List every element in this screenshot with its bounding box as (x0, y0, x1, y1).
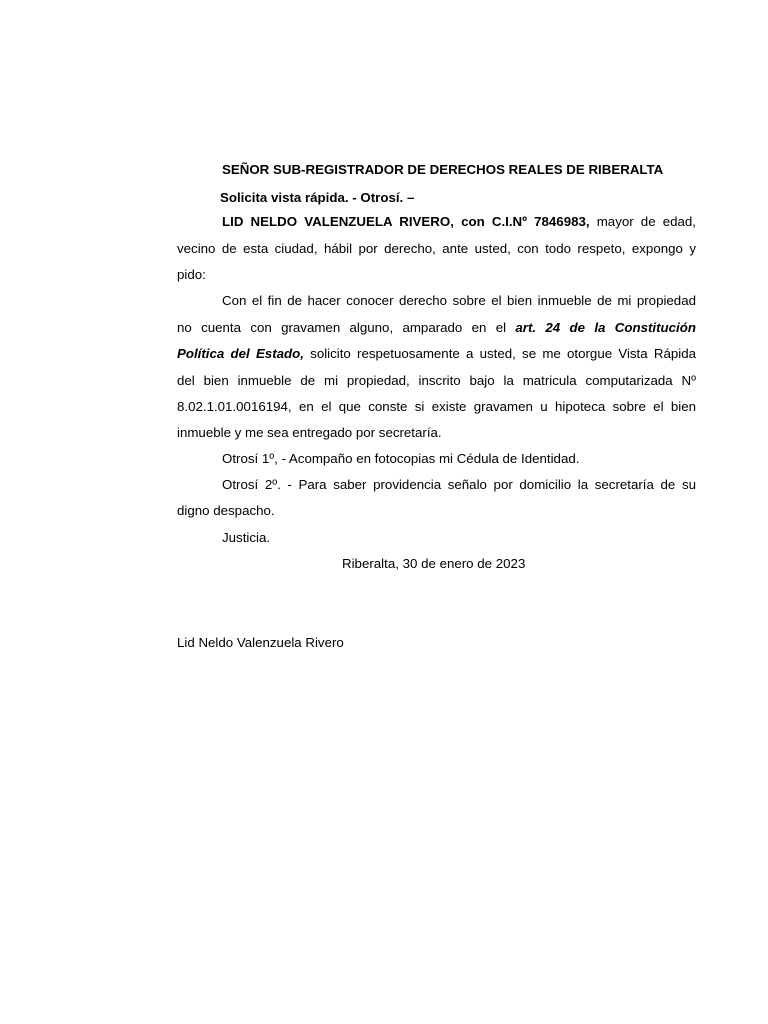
otrosi-second-line-2: digno despacho. (177, 503, 275, 518)
justicia-text: Justicia. (222, 530, 271, 545)
signature-name: Lid Neldo Valenzuela Rivero (177, 635, 344, 650)
intro-line-3: pido: (177, 267, 206, 282)
document-heading: SEÑOR SUB-REGISTRADOR DE DERECHOS REALES DE RIBERALTA (222, 162, 664, 177)
body-line-4: del bien inmueble de mi propiedad, inscrito bajo la matricula computarizada Nº (177, 373, 696, 388)
body-line-5: 8.02.1.01.0016194, en el que conste si existe gravamen u hipoteca sobre el bien (177, 399, 696, 414)
body-line-6: inmueble y me sea entregado por secretaría. (177, 425, 442, 440)
body-line-3-text: solicito respetuosamente a usted, se me otorgue Vista Rápida (303, 346, 696, 361)
place-date: Riberalta, 30 de enero de 2023 (342, 556, 526, 571)
constitution-reference: Política del Estado, (177, 346, 304, 361)
body-line-3 (177, 346, 696, 362)
intro-line-2: vecino de esta ciudad, hábil por derecho, ante usted, con todo respeto, expongo y (177, 241, 696, 256)
intro-line-1-rest: mayor de edad, (589, 214, 697, 229)
body-line-2 (177, 320, 696, 336)
document-subtitle: Solicita vista rápida. - Otrosí. – (220, 190, 415, 205)
article-reference: art. 24 de la Constitución (515, 320, 696, 335)
body-line-2-text: no cuenta con gravamen alguno, amparado en el (177, 320, 516, 335)
otrosi-second-line-1: Otrosí 2º. - Para saber providencia señalo por domicilio la secretaría de su (222, 477, 696, 492)
body-line-1: Con el fin de hacer conocer derecho sobre el bien inmueble de mi propiedad (222, 293, 696, 308)
otrosi-first: Otrosí 1º, - Acompaño en fotocopias mi Cédula de Identidad. (222, 451, 580, 466)
intro-line-1 (222, 214, 696, 230)
petitioner-name: LID NELDO VALENZUELA RIVERO, con C.I.Nº 7846983, (222, 214, 590, 229)
